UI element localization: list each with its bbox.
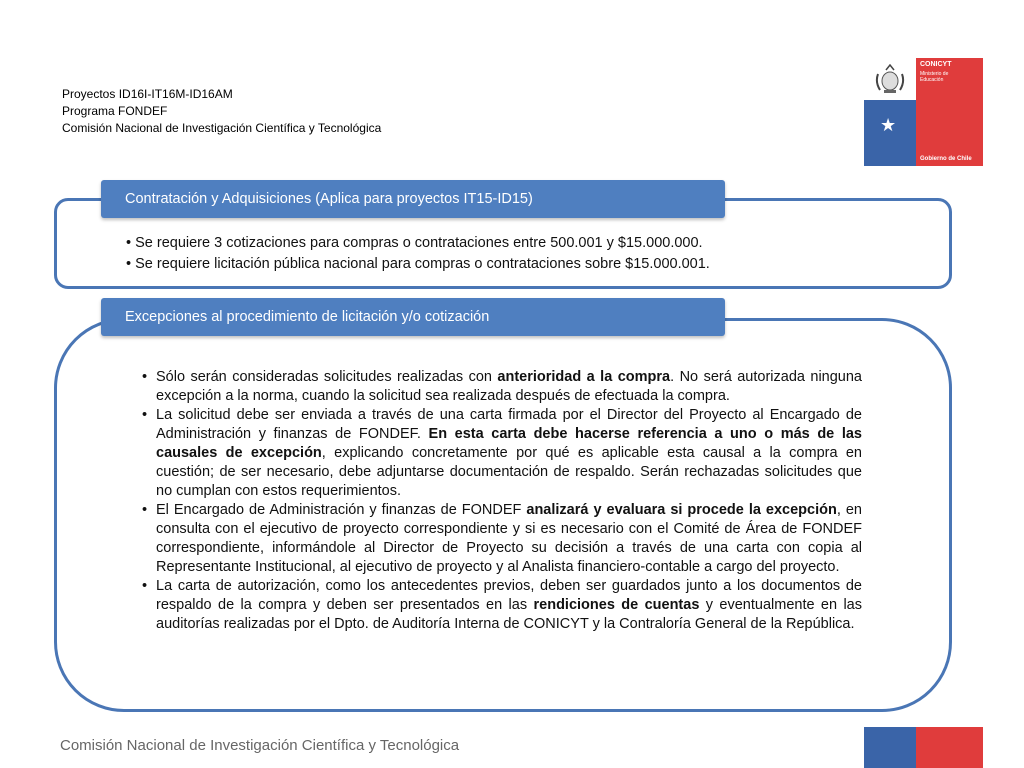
exceptions-title-bar: Excepciones al procedimiento de licitación y/o cotización xyxy=(101,298,725,336)
list-item: • La solicitud debe ser enviada a través de una carta firmada por el Director del Proyecto al Encargado de Administración y finanzas de FONDEF. En esta carta debe hacerse referencia a uno o más de las causales de excepción, explicando concretamente por qué es aplicable esta causal a la compra en cuestión; de ser necesario, debe adjuntarse documentación de respaldo. Serán rechazadas solicitudes que no cumplan con estos requerimientos. xyxy=(142,407,863,499)
project-codes: Proyectos ID16I-IT16M-ID16AM xyxy=(62,87,233,101)
program-name: Programa FONDEF xyxy=(62,104,168,118)
logo-white-band xyxy=(864,58,916,100)
footer-commission-name: Comisión Nacional de Investigación Científica y Tecnológica xyxy=(60,737,460,754)
commission-name: Comisión Nacional de Investigación Científica y Tecnológica xyxy=(62,121,382,135)
footer-flag-blue xyxy=(864,727,916,768)
list-item: • La carta de autorización, como los antecedentes previos, deben ser guardados junto a los documentos de respaldo de la compra y deben ser presentados en las rendiciones de cuentas y eventualmente en las auditorías realizadas por el Dpto. de Auditoría Interna de CONICYT y la Contraloría General de la República. xyxy=(142,578,862,632)
exceptions-list xyxy=(142,368,862,634)
list-item: • Se requiere 3 cotizaciones para compras o contrataciones entre 500.001 y $15.000.000. xyxy=(126,235,703,251)
list-item: • Sólo serán consideradas solicitudes realizadas con anterioridad a la compra. No será autorizada ninguna excepción a la norma, cuando la solicitud sea realizada después de efectuada la compra. xyxy=(142,369,862,404)
list-item: • El Encargado de Administración y finanzas de FONDEF analizará y evaluara si procede la excepción, en consulta con el ejecutivo de proyecto correspondiente y si es necesario con el Comité de Área de FONDEF correspondiente, informándole al Director de Proyecto su decisión a través de una carta con copia al Representante Institucional, al ejecutivo de proyecto y al Analista financiero-contable a cargo del proyecto. xyxy=(142,502,862,575)
footer-flag-red xyxy=(916,727,983,768)
coat-of-arms-icon xyxy=(872,64,908,94)
logo-brand: CONICYT xyxy=(920,61,952,68)
list-item: • Se requiere licitación pública nacional para compras o contrataciones sobre $15.000.001. xyxy=(126,256,710,272)
logo-government: Gobierno de Chile xyxy=(920,156,972,162)
contracting-list xyxy=(126,233,916,275)
logo-blue-field xyxy=(864,58,916,166)
logo-red-field xyxy=(916,58,983,166)
logo-ministry: Ministerio de Educación xyxy=(920,71,949,83)
header-block xyxy=(62,86,381,137)
contracting-title-bar: Contratación y Adquisiciones (Aplica para proyectos IT15-ID15) xyxy=(101,180,725,218)
star-icon: ★ xyxy=(880,115,897,135)
footer-flag xyxy=(864,727,983,768)
conicyt-logo xyxy=(864,58,983,166)
